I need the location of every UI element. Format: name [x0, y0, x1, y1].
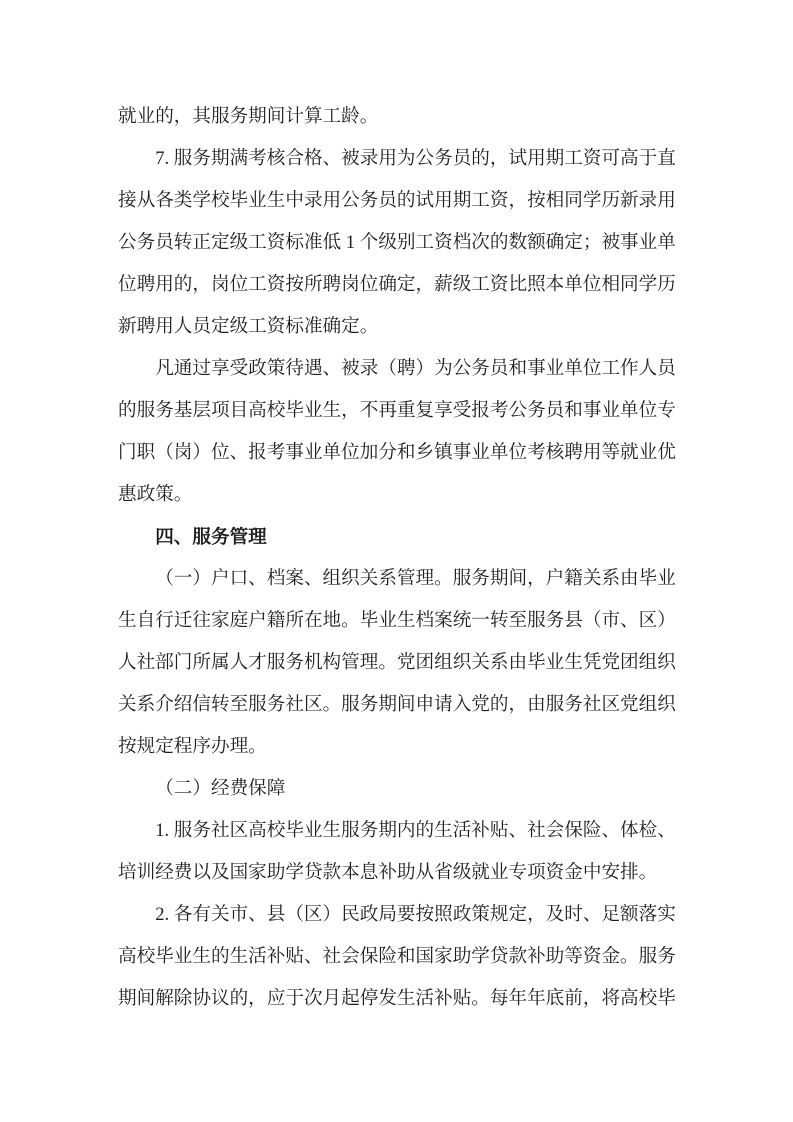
paragraph [118, 810, 680, 894]
text-line: 关系介绍信转至服务社区。服务期间申请入党的，由服务社区党组织 [118, 694, 676, 715]
text-line: 凡通过享受政策待遇、被录（聘）为公务员和事业单位工作人员 [155, 358, 676, 379]
text-line: （一）户口、档案、组织关系管理。服务期间，户籍关系由毕业 [155, 568, 676, 589]
text-line: 1. 服务社区高校毕业生服务期内的生活补贴、社会保险、体检、 [155, 820, 676, 841]
section-heading-paragraph [118, 516, 680, 558]
paragraph [118, 768, 680, 810]
text-line: 按规定程序办理。 [118, 736, 267, 757]
text-line: 接从各类学校毕业生中录用公务员的试用期工资，按相同学历新录用 [118, 190, 676, 211]
text-line: 培训经费以及国家助学贷款本息补助从省级就业专项资金中安排。 [118, 862, 658, 883]
text-line: 位聘用的，岗位工资按所聘岗位确定，薪级工资比照本单位相同学历 [118, 274, 676, 295]
text-line: 惠政策。 [118, 484, 193, 505]
document-body [118, 96, 680, 1020]
paragraph [118, 96, 680, 138]
text-line: （二）经费保障 [155, 778, 286, 799]
section-heading: 四、服务管理 [155, 526, 267, 547]
text-line: 的服务基层项目高校毕业生，不再重复享受报考公务员和事业单位专 [118, 400, 676, 421]
text-line: 就业的，其服务期间计算工龄。 [118, 106, 379, 127]
text-line: 公务员转正定级工资标准低 1 个级别工资档次的数额确定；被事业单 [118, 232, 676, 253]
text-line: 7. 服务期满考核合格、被录用为公务员的，试用期工资可高于直 [155, 148, 676, 169]
text-line: 人社部门所属人才服务机构管理。党团组织关系由毕业生凭党团组织 [118, 652, 676, 673]
paragraph [118, 894, 680, 1020]
paragraph [118, 138, 680, 348]
text-line: 门职（岗）位、报考事业单位加分和乡镇事业单位考核聘用等就业优 [118, 442, 676, 463]
text-line: 高校毕业生的生活补贴、社会保险和国家助学贷款补助等资金。服务 [118, 946, 676, 967]
paragraph [118, 558, 680, 768]
text-line: 生自行迁往家庭户籍所在地。毕业生档案统一转至服务县（市、区） [118, 610, 676, 631]
text-line: 新聘用人员定级工资标准确定。 [118, 316, 379, 337]
text-line: 期间解除协议的，应于次月起停发生活补贴。每年年底前，将高校毕 [118, 988, 676, 1009]
text-line: 2. 各有关市、县（区）民政局要按照政策规定，及时、足额落实 [155, 904, 676, 925]
paragraph [118, 348, 680, 516]
